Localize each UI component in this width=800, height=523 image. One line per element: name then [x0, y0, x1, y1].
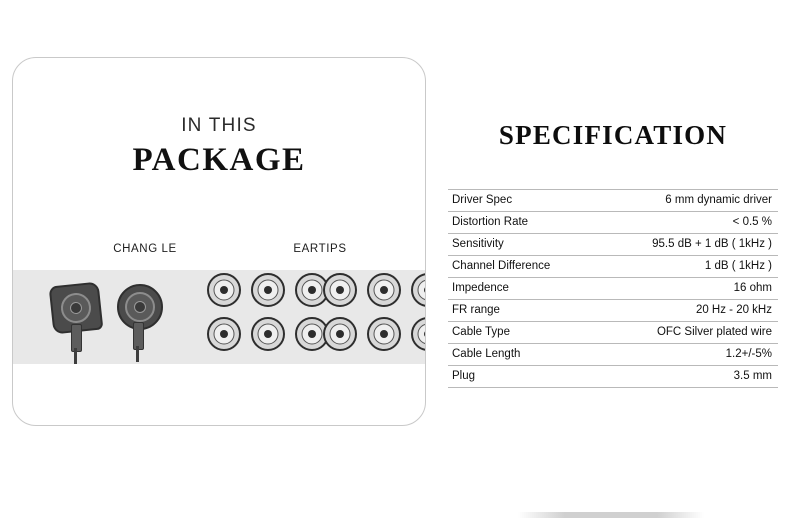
- earphone-left-faceplate-icon: [60, 292, 93, 325]
- label-eartips: EARTIPS: [293, 243, 347, 255]
- eartip-icon: [251, 317, 285, 351]
- spec-value: 6 mm dynamic driver: [665, 194, 772, 206]
- package-heading: [13, 114, 425, 180]
- spec-name: Cable Type: [452, 326, 510, 338]
- spec-name: Distortion Rate: [452, 216, 529, 228]
- table-row: [448, 234, 778, 256]
- spec-name: Sensitivity: [452, 238, 504, 250]
- spec-value: 1 dB ( 1kHz ): [704, 260, 772, 272]
- spec-name: Channel Difference: [452, 260, 551, 272]
- table-row: [448, 322, 778, 344]
- package-heading-line1: IN THIS: [181, 115, 257, 136]
- table-row: [448, 344, 778, 366]
- table-row: [448, 300, 778, 322]
- scan-artifact: [518, 512, 704, 518]
- earphone-right-cable-icon: [136, 346, 139, 362]
- eartip-icon: [411, 273, 426, 307]
- eartips-group-right: [323, 273, 426, 355]
- eartip-icon: [251, 273, 285, 307]
- eartip-icon: [207, 273, 241, 307]
- spec-value: 95.5 dB + 1 dB ( 1kHz ): [652, 238, 772, 250]
- in-this-package-card: [12, 57, 426, 426]
- eartip-icon: [367, 273, 401, 307]
- spec-value: < 0.5 %: [732, 216, 772, 228]
- earphone-right-faceplate-icon: [125, 292, 155, 322]
- specification-table: [448, 189, 778, 388]
- specification-section: [448, 120, 778, 388]
- eartip-icon: [367, 317, 401, 351]
- spec-value: 16 ohm: [733, 282, 772, 294]
- eartip-icon: [323, 317, 357, 351]
- table-row: [448, 366, 778, 388]
- spec-name: Cable Length: [452, 348, 521, 360]
- eartips-group-left: [207, 273, 329, 355]
- spec-value: 3.5 mm: [733, 370, 772, 382]
- spec-value: 20 Hz - 20 kHz: [695, 304, 772, 316]
- specification-table-body: [448, 190, 778, 388]
- label-earphones: CHANG LE: [113, 243, 177, 255]
- spec-name: Plug: [452, 370, 476, 382]
- earphone-left-cable-icon: [74, 348, 77, 364]
- eartip-icon: [323, 273, 357, 307]
- spec-name: FR range: [452, 304, 500, 316]
- table-row: [448, 256, 778, 278]
- package-item-labels: [13, 243, 425, 259]
- specification-title: SPECIFICATION: [498, 120, 728, 150]
- table-row: [448, 278, 778, 300]
- table-row: [448, 212, 778, 234]
- spec-value: 1.2+/-5%: [725, 348, 772, 360]
- package-heading-line2: PACKAGE: [132, 142, 306, 178]
- spec-name: Impedence: [452, 282, 509, 294]
- table-row: [448, 190, 778, 212]
- earphones-illustration: [41, 276, 191, 362]
- eartip-icon: [207, 317, 241, 351]
- eartip-icon: [411, 317, 426, 351]
- spec-value: OFC Silver plated wire: [656, 326, 772, 338]
- spec-name: Driver Spec: [452, 194, 513, 206]
